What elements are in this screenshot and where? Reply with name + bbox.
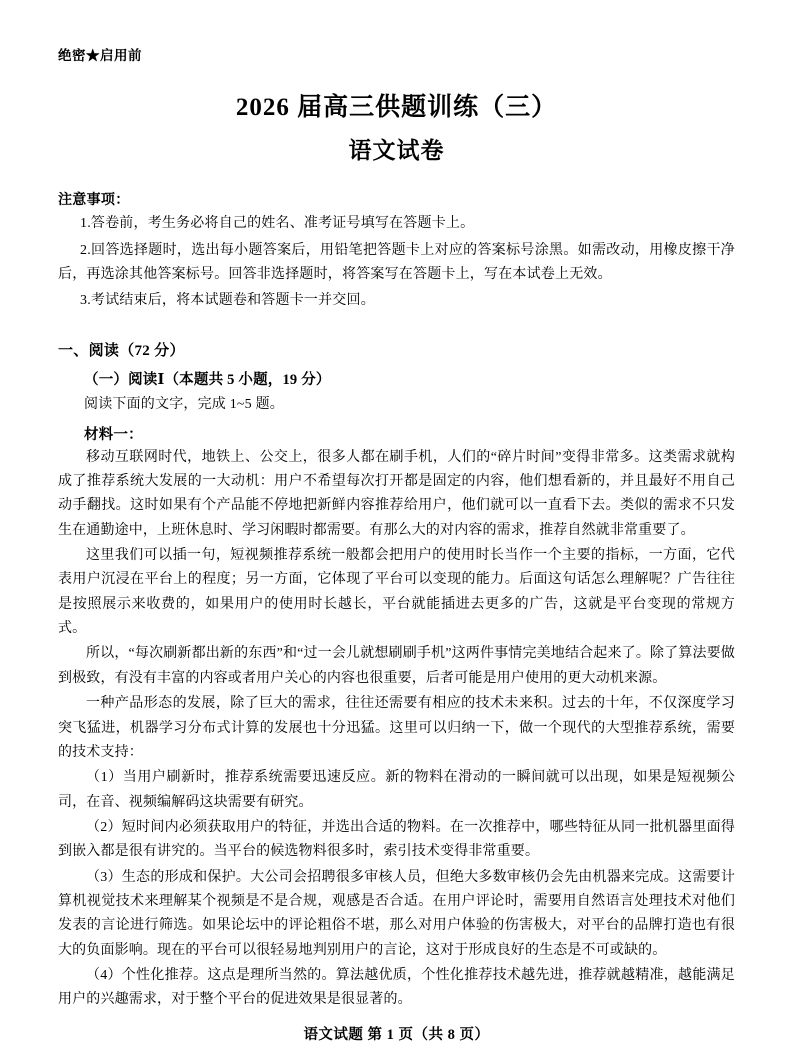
notice-item: 3.考试结束后，将本试题卷和答题卡一并交回。 [80, 292, 375, 308]
page-subtitle: 语文试卷 [348, 138, 445, 164]
page-title: 2026 届高三供题训练（三） [235, 94, 558, 122]
subsection-heading: （一）阅读Ⅰ（本题共 5 小题，19 分） [84, 371, 331, 388]
body-paragraph: 移动互联网时代，地铁上、公交上，很多人都在刷手机，人们的“碎片时间”变得非常多。这类需求就构成了推荐系统大发展的一大动机：用户不希望每次打开都是固定的内容，他们想看新的，并且最好不用自己动手翻找。这时如果有个产品能不停地把新鲜内容推荐给用户，他们就可以一直看下去。类似的需求不只发生在通勤途中，上班休息时、学习闲暇时都需要。有那么大的对内容的需求，推荐自然就非常重要了。 [58, 449, 735, 538]
body-paragraph: （4）个性化推荐。这点是理所当然的。算法越优质，个性化推荐技术越先进，推荐就越精准，越能满足用户的兴趣需求，对于整个平台的促进效果是很显著的。 [58, 968, 735, 1008]
secret-mark: 绝密★启用前 [58, 48, 142, 63]
notice-item: 2.回答选择题时，选出每小题答案后，用铅笔把答题卡上对应的答案标号涂黑。如需改动，用橡皮擦干净后，再选涂其他答案标号。回答非选择题时，将答案写在答题卡上，写在本试卷上无效。 [58, 242, 735, 282]
notice-heading: 注意事项： [58, 193, 130, 209]
body-paragraph: 这里我们可以插一句，短视频推荐系统一般都会把用户的使用时长当作一个主要的指标，一方面，它代表用户沉浸在平台上的程度；另一方面，它体现了平台可以变现的能力。后面这句话怎么理解呢？广告往往是按照展示来收费的，如果用户的使用时长越长，平台就能插进去更多的广告，这就是平台变现的常规方式。 [58, 547, 735, 637]
body-paragraph: （1）当用户刷新时，推荐系统需要迅速反应。新的物料在滑动的一瞬间就可以出现，如果是短视频公司，在音、视频编解码这块需要有研究。 [58, 770, 735, 810]
body-paragraph: 所以，“每次刷新都出新的东西”和“过一会儿就想刷刷手机”这两件事情完美地结合起来了。除了算法要做到极致，有没有丰富的内容或者用户关心的内容也很重要，后者可能是用户使用的更大动机来源。 [58, 646, 735, 686]
reading-instruction: 阅读下面的文字，完成 1~5 题。 [84, 396, 284, 412]
section-heading: 一、阅读（72 分） [58, 342, 185, 359]
notice-item: 1.答卷前，考生务必将自己的姓名、准考证号填写在答题卡上。 [80, 216, 475, 232]
page-footer: 语文试题 第 1 页（共 8 页） [303, 1027, 490, 1043]
body-paragraph: （3）生态的形成和保护。大公司会招聘很多审核人员，但绝大多数审核仍会先由机器来完成。这需要计算机视觉技术来理解某个视频是不是合规，观感是否合适。在用户评论时，需要用自然语言处理技术对他们发表的言论进行筛选。如果论坛中的评论粗俗不堪，那么对用户体验的伤害极大，对平台的品牌打造也有很大的负面影响。现在的平台可以很轻易地判别用户的言论，这对于形成良好的生态是不可或缺的。 [58, 869, 735, 958]
body-paragraph: 一种产品形态的发展，除了巨大的需求，往往还需要有相应的技术未来积。过去的十年，不仅深度学习突飞猛进，机器学习分布式计算的发展也十分迅猛。这里可以归纳一下，做一个现代的大型推荐系统，需要的技术支持： [58, 696, 735, 760]
body-paragraph: （2）短时间内必须获取用户的特征，并选出合适的物料。在一次推荐中，哪些特征从同一批机器里面得到嵌入都是很有讲究的。当平台的候选物料很多时，索引技术变得非常重要。 [58, 819, 735, 860]
material-label: 材料一： [84, 426, 143, 443]
